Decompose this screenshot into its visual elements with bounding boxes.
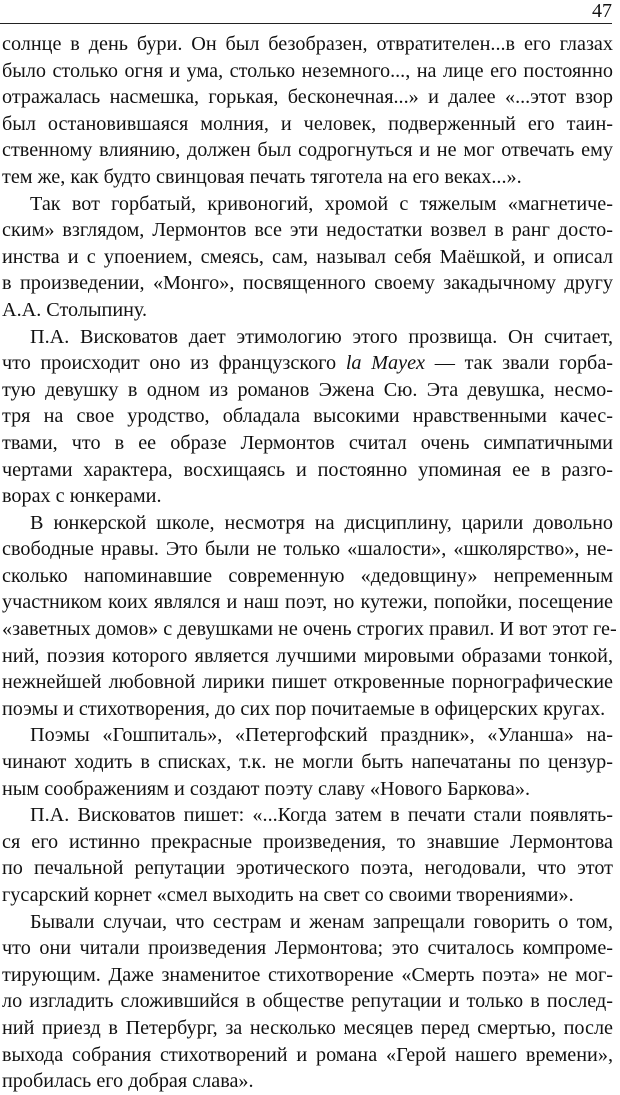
text-line: нежнейшей любовной лирики пишет откровенные порнографические	[2, 671, 613, 694]
text-line: твами, что в ее образе Лермонтов считал очень симпатичными	[2, 431, 613, 454]
text-line: «заветных домов» с девушками не очень строгих правил. И вот этот ге-	[2, 618, 617, 641]
text-line: В юнкерской школе, несмотря на дисциплину, царили довольно	[30, 511, 613, 534]
text-line: чертами характера, восхищаясь и постоянно упоминая ее в разго-	[2, 458, 613, 481]
header-rule	[0, 23, 612, 24]
text-line: тем же, как будто свинцовая печать тяготела на его веках...».	[2, 165, 522, 188]
text-line: инства и с упоением, смеясь, сам, называл себя Маёшкой, и описал	[2, 245, 613, 268]
text-line: сколько напоминавшие современную «дедовщину» непременным	[2, 564, 613, 587]
text-line: ло изгладить сложившийся в обществе репутации и только в послед-	[2, 990, 613, 1013]
text-line: гусарский корнет «смел выходить на свет со своими творениями».	[2, 884, 574, 906]
text-segment: что происходит оно из французского	[2, 352, 346, 375]
text-line	[2, 350, 613, 377]
text-line: тря на свое уродство, обладала высокими нравственными качес-	[2, 405, 613, 428]
text-line: пробилась его добрая слава».	[2, 1070, 254, 1093]
text-line: выхода собрания стихотворений и романа «Герой нашего времени»,	[2, 1043, 613, 1066]
text-line: чинают ходить в списках, т.к. не могли быть напечатаны по цензур-	[2, 751, 613, 774]
text-line: А.А. Столыпину.	[2, 298, 148, 321]
italic-term: la Mayex	[345, 352, 426, 375]
text-line: Бывали случаи, что сестрам и женам запрещали говорить о том,	[30, 910, 613, 933]
text-line: был остановившаяся молния, и человек, подверженный его таин-	[2, 112, 613, 135]
text-line: П.А. Висковатов пишет: «...Когда затем в печати стали появлять-	[30, 804, 613, 827]
text-line: ственному влиянию, должен был содрогнуться и не мог отвечать ему	[2, 139, 613, 162]
text-line: по печальной репутации эротического поэта, негодовали, что этот	[2, 857, 613, 880]
text-segment: — так звали горба-	[425, 352, 614, 375]
text-line: тую девушку в одном из романов Эжена Сю. Эта девушка, несмо-	[2, 378, 613, 401]
text-line: ворах с юнкерами.	[2, 485, 162, 508]
text-line: в произведении, «Монго», посвященного своему закадычному другу	[2, 272, 613, 295]
page-number: 47	[592, 0, 612, 22]
text-line: Поэмы «Гошпиталь», «Петергофский праздник», «Уланша» на-	[30, 724, 613, 747]
text-line: ний, поэзия которого является лучшими мировыми образами тонкой,	[2, 644, 613, 667]
text-line: ским» взглядом, Лермонтов все эти недостатки возвел в ранг досто-	[2, 219, 613, 242]
text-line: поэмы и стихотворения, до сих пор почитаемые в офицерских кругах.	[2, 697, 606, 720]
text-line: что они читали произведения Лермонтова; это считалось компроме-	[2, 937, 613, 960]
text-line: Так вот горбатый, кривоногий, хромой с тяжелым «магнетиче-	[30, 192, 613, 215]
text-line: отражалась насмешка, горькая, бесконечная...» и далее «...этот взор	[2, 86, 613, 109]
text-line: ся его истинно прекрасные произведения, то знавшие Лермонтова	[2, 830, 613, 853]
body-text	[2, 31, 617, 1095]
text-line: солнце в день бури. Он был безобразен, отвратителен...в его глазах	[2, 33, 613, 55]
text-line: ным соображениям и создают поэту славу «Нового Баркова».	[2, 777, 530, 800]
text-line: было столько огня и ума, столько неземного..., на лице его постоянно	[2, 59, 613, 82]
text-line: свободные нравы. Это были не только «шалости», «школярство», не-	[2, 538, 613, 561]
text-line: П.А. Висковатов дает этимологию этого прозвища. Он считает,	[30, 325, 613, 348]
text-line: участником коих являлся и наш поэт, но кутежи, попойки, посещение	[2, 591, 613, 614]
text-line: тирующим. Даже знаменитое стихотворение «Смерть поэта» не мог-	[2, 963, 613, 986]
text-line: ний приезд в Петербург, за несколько месяцев перед смертью, после	[2, 1016, 613, 1039]
